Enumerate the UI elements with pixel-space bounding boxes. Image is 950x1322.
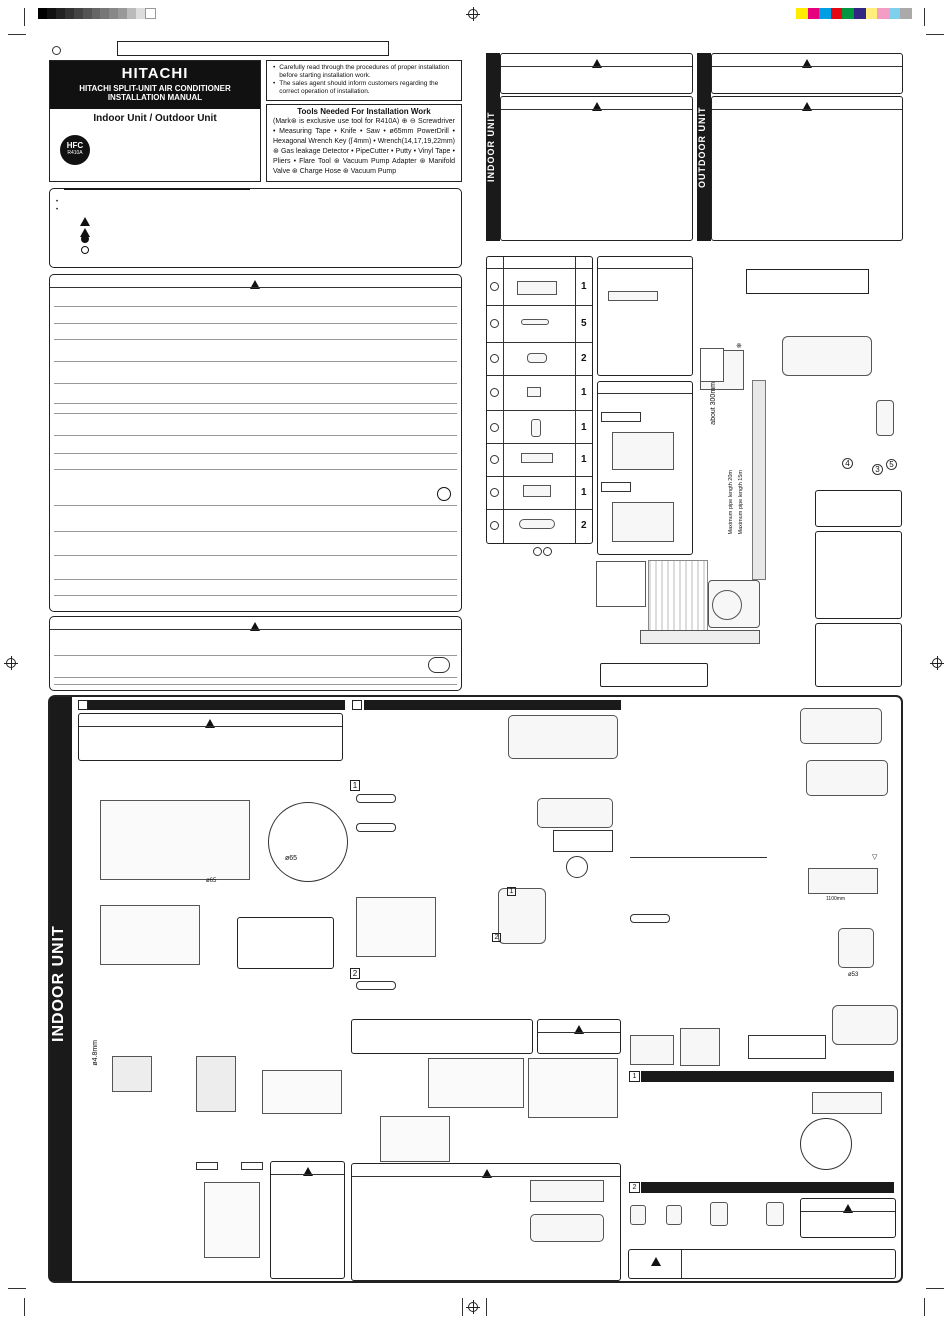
registration-mark-bottom <box>468 1302 478 1312</box>
tools-box <box>266 104 462 182</box>
indoor-unit-illustration <box>782 336 872 376</box>
manual-title: INSTALLATION MANUAL <box>107 93 203 102</box>
outdoor-unit-band: OUTDOOR UNIT <box>697 53 711 241</box>
registration-mark-left <box>6 658 16 668</box>
screw-icon <box>521 319 549 325</box>
crop-mark <box>924 1298 925 1316</box>
warning-icon <box>303 1163 313 1181</box>
outdoor-note-box <box>600 663 708 687</box>
indoor-caution-box <box>500 96 693 241</box>
cover-step-illustration <box>666 1205 682 1225</box>
label-pill <box>356 981 396 990</box>
qty-5: 1 <box>581 422 587 433</box>
pipe-diameter-label: ø53 <box>848 972 859 978</box>
diagram-annotation: ※ <box>736 343 742 350</box>
symbols-header-bar <box>64 188 250 190</box>
step-marker-2b: 2 <box>492 933 501 942</box>
parts-list <box>486 256 593 544</box>
section-header-mounting <box>88 700 345 710</box>
unit-tilt-illustration <box>832 1005 898 1045</box>
small-note-box <box>700 348 724 382</box>
section-header-piping <box>364 700 621 710</box>
wall-section-diagram <box>112 1056 152 1092</box>
step-marker-1: 1 <box>350 780 360 791</box>
hole-diameter-label: ø65 <box>206 878 217 884</box>
front-panel-open-illustration <box>428 1058 524 1108</box>
hfc-badge: HFC R410A <box>60 135 90 165</box>
down-marker: ▽ <box>872 854 878 861</box>
section-header-drain <box>641 1071 894 1082</box>
note-box-small <box>553 830 613 852</box>
hole-diameter-label: ø65 <box>285 855 298 862</box>
hole-circle <box>268 802 348 882</box>
fan-illustration <box>630 1035 674 1065</box>
tag-box <box>196 1162 218 1170</box>
crop-mark <box>8 34 26 35</box>
about-300mm-label: about 300mm <box>710 382 717 425</box>
wiring-caution-box <box>351 1163 621 1281</box>
mount-check-box <box>597 256 693 376</box>
hand-illustration <box>528 1058 618 1118</box>
wall-mount-diagram <box>100 905 200 965</box>
remote-holder-icon <box>523 485 551 497</box>
unit-type-title: Indoor Unit / Outdoor Unit <box>93 113 217 124</box>
crop-mark <box>926 34 944 35</box>
warning-icon <box>205 715 215 733</box>
section-label <box>78 700 88 710</box>
cover-icon <box>519 519 555 529</box>
indoor-warning-box <box>500 53 693 94</box>
unit-illustration-right <box>800 708 882 744</box>
tag-box <box>241 1162 263 1170</box>
brand-logo: HITACHI <box>121 65 189 82</box>
outdoor-note-box <box>596 561 646 607</box>
unit-front-illustration <box>537 798 613 828</box>
warning-icon <box>802 55 812 73</box>
crop-mark <box>926 1288 944 1289</box>
warning-icon <box>482 1165 492 1183</box>
warning-icon <box>574 1021 584 1039</box>
drain-note-box <box>351 1019 533 1054</box>
unit-side-illustration <box>498 888 546 944</box>
product-title: HITACHI SPLIT-UNIT AIR CONDITIONER <box>79 84 231 93</box>
page-circle-mark <box>52 46 61 55</box>
note-item: • The sales agent should inform customers regarding the correct operation of installation. <box>273 80 439 95</box>
crop-mark <box>486 1298 487 1316</box>
unit-illustration <box>530 1214 604 1242</box>
crop-mark <box>924 8 925 26</box>
tools-list: (Mark⊛ is exclusive use tool for R410A) ⊕ ⊖ Screwdriver • Measuring Tape • Knife • Saw • ø65mm PowerDrill • Hexagonal Wrench Key (⌈4mm) • Wrench(14,17,19,22mm) ⊛ Gas leakage Detector • PipeCutter • Putty • Vinyl Tape • Pliers • Flare Tool ⊛ Vacuum Pump Adapter ⊛ Manifold Valve ⊛ Charge Hose ⊛ Vacuum Pump <box>273 118 455 175</box>
note-item: • Carefully read through the procedures of proper installation before starting installation work. <box>273 64 450 79</box>
cover-step-illustration <box>710 1202 728 1226</box>
qty-6: 1 <box>581 454 587 465</box>
registration-mark-right <box>932 658 942 668</box>
warning-icon <box>250 276 260 294</box>
screw-small-icon <box>527 387 541 397</box>
outdoor-warning-box <box>711 53 903 94</box>
unit-illustration-right <box>806 760 888 796</box>
diagram-note-box <box>815 623 902 687</box>
cover-step-illustration <box>630 1205 646 1225</box>
note-box-small <box>748 1035 826 1059</box>
clearance-box <box>597 381 693 555</box>
qty-3: 2 <box>581 353 587 364</box>
final-caution-box <box>628 1249 896 1279</box>
drain-circle-illustration <box>800 1118 852 1170</box>
callout-3: 3 <box>872 464 883 475</box>
divider <box>630 857 767 858</box>
qty-2: 5 <box>581 318 587 329</box>
vacuum-pump-icon <box>428 657 450 673</box>
unit-bottom-illustration <box>808 868 878 894</box>
remote-illustration <box>876 400 894 436</box>
pliers-illustration <box>812 1092 882 1114</box>
outdoor-fan <box>712 590 742 620</box>
mounting-plate-diagram <box>100 800 250 880</box>
cover-caution-box <box>800 1198 896 1238</box>
label-pill <box>356 794 396 803</box>
model-number-box <box>117 41 389 56</box>
ground-slab <box>640 630 760 644</box>
title-banner <box>50 61 260 109</box>
remote-control-icon <box>531 419 541 437</box>
warning-icon <box>651 1253 661 1271</box>
qty-1: 1 <box>581 281 587 292</box>
mount-note-box <box>237 917 334 969</box>
crop-mark <box>24 1298 25 1316</box>
warning-icon <box>592 55 602 73</box>
callout-4: 4 <box>842 458 853 469</box>
label-pill <box>356 823 396 832</box>
symbols-box: • • <box>49 188 462 268</box>
warning-icon <box>843 1200 853 1218</box>
section-header-cover <box>641 1182 894 1193</box>
registration-mark-top <box>468 9 478 19</box>
pipe-end-circle <box>566 856 588 878</box>
warning-box <box>49 274 462 612</box>
pipe-through-wall-diagram <box>204 1182 260 1258</box>
corner-illustration <box>680 1028 720 1066</box>
unit-piping-illustration <box>508 715 618 759</box>
crop-mark <box>462 1298 463 1316</box>
pipe-caution-box <box>270 1161 345 1279</box>
qty-4: 1 <box>581 387 587 398</box>
qty-7: 1 <box>581 487 587 498</box>
grayscale-calibration-bar <box>38 8 156 19</box>
callout-5: 5 <box>886 459 897 470</box>
title-block <box>49 60 261 182</box>
filter-icon <box>521 453 553 463</box>
warning-icon <box>592 98 602 116</box>
indoor-unit-band: INDOOR UNIT <box>486 53 500 241</box>
step-marker-1b: 1 <box>507 887 516 896</box>
wall-section-diagram <box>196 1056 236 1112</box>
section-label: 2 <box>629 1182 640 1193</box>
hose-routing-illustration <box>356 897 436 957</box>
pipe-illustration <box>752 380 766 580</box>
color-calibration-bar <box>796 8 912 19</box>
unit-bottom-diagram <box>262 1070 342 1114</box>
warning-icon <box>802 98 812 116</box>
cover-step-illustration <box>766 1202 784 1226</box>
crop-mark <box>24 8 25 26</box>
diagram-note-box <box>815 490 902 527</box>
install-notes-box <box>266 60 462 101</box>
ground-icon <box>81 235 89 243</box>
batteries-icon <box>527 353 547 363</box>
pipe-angle-illustration <box>838 928 874 968</box>
diagram-note-box <box>815 531 902 619</box>
max-pipe-length-label: Maximum pipe length 20m <box>728 470 734 535</box>
prohibited-icon <box>81 246 89 254</box>
diagram-title-box <box>746 269 869 294</box>
tools-title: Tools Needed For Installation Work <box>297 107 431 116</box>
section-label <box>352 700 362 710</box>
dimension-label: 1100mm <box>826 896 846 902</box>
crop-mark <box>8 1288 26 1289</box>
qty-8: 2 <box>581 520 587 531</box>
caution-box <box>49 616 462 691</box>
indoor-unit-big-band: INDOOR UNIT <box>50 697 72 1281</box>
section-label: 1 <box>629 1071 640 1082</box>
drill-size-label: ø4.8mm <box>92 1040 99 1066</box>
outdoor-wall-illustration <box>648 560 708 640</box>
outdoor-caution-box <box>711 96 903 241</box>
cable-illustration <box>530 1180 604 1202</box>
step-marker-2: 2 <box>350 968 360 979</box>
max-pipe-length-label: Maximum pipe length 15m <box>738 470 744 535</box>
wiring-illustration <box>380 1116 450 1162</box>
label-pill <box>630 914 670 923</box>
mounting-plate-icon <box>517 281 557 295</box>
warning-icon <box>250 618 260 636</box>
ground-icon <box>437 487 451 501</box>
drain-caution-box <box>537 1019 621 1054</box>
mounting-caution-box <box>78 713 343 761</box>
